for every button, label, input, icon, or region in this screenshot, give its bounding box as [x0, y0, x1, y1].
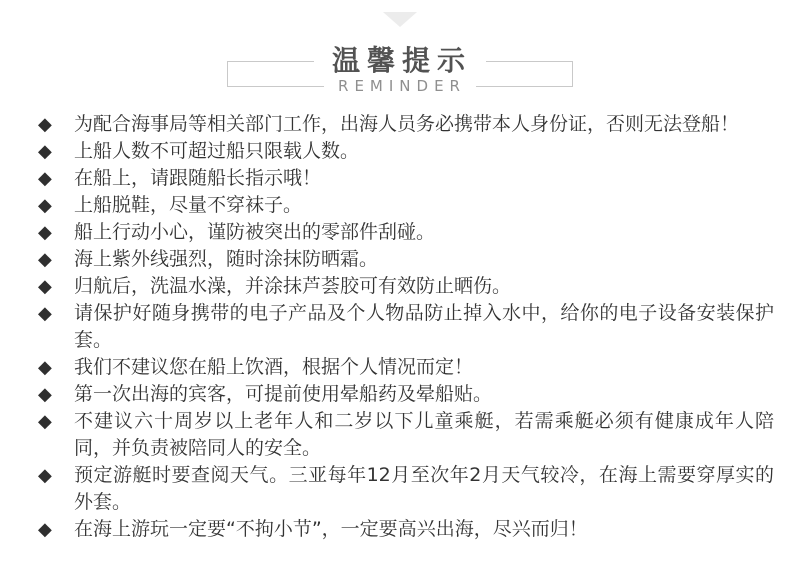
reminder-text: 第一次出海的宾客，可提前使用晕船药及晕船贴。	[74, 383, 493, 405]
diamond-bullet-icon: ◆	[38, 222, 52, 243]
reminder-text: 在海上游玩一定要“不拘小节”，一定要高兴出海，尽兴而归！	[74, 518, 588, 540]
reminder-text: 船上行动小心，谨防被突出的零部件刮碰。	[74, 221, 436, 243]
reminder-text: 上船人数不可超过船只限载人数。	[74, 140, 360, 162]
page-subtitle: REMINDER	[324, 77, 476, 96]
reminder-item	[38, 246, 774, 273]
reminder-list	[38, 111, 774, 543]
reminder-item	[38, 381, 774, 408]
diamond-bullet-icon: ◆	[38, 141, 52, 162]
reminder-text: 我们不建议您在船上饮酒，根据个人情况而定！	[74, 356, 474, 378]
reminder-item	[38, 138, 774, 165]
diamond-bullet-icon: ◆	[38, 249, 52, 270]
diamond-bullet-icon: ◆	[38, 195, 52, 216]
reminder-item	[38, 354, 774, 381]
reminder-item	[38, 192, 774, 219]
reminder-item	[38, 165, 774, 192]
diamond-bullet-icon: ◆	[38, 519, 52, 540]
reminder-text: 请保护好随身携带的电子产品及个人物品防止掉入水中，给你的电子设备安装保护套。	[74, 302, 774, 351]
reminder-item	[38, 300, 774, 354]
reminder-text: 海上紫外线强烈，随时涂抹防晒霜。	[74, 248, 379, 270]
diamond-bullet-icon: ◆	[38, 384, 52, 405]
reminder-text: 不建议六十周岁以上老年人和二岁以下儿童乘艇，若需乘艇必须有健康成年人陪同，并负责被陪同人的安全。	[74, 410, 774, 459]
reminder-text: 上船脱鞋，尽量不穿袜子。	[74, 194, 303, 216]
reminder-item	[38, 462, 774, 516]
reminder-text: 为配合海事局等相关部门工作，出海人员务必携带本人身份证，否则无法登船！	[74, 113, 740, 135]
reminder-item	[38, 219, 774, 246]
diamond-bullet-icon: ◆	[38, 357, 52, 378]
reminder-text: 归航后，洗温水澡，并涂抹芦荟胶可有效防止晒伤。	[74, 275, 512, 297]
diamond-bullet-icon: ◆	[38, 276, 52, 297]
header-box	[227, 44, 573, 95]
diamond-bullet-icon: ◆	[38, 465, 52, 486]
reminder-item	[38, 111, 774, 138]
ribbon-triangle-icon	[383, 12, 417, 27]
reminder-item	[38, 408, 774, 462]
reminder-text: 在船上，请跟随船长指示哦！	[74, 167, 322, 189]
reminder-item	[38, 516, 774, 543]
diamond-bullet-icon: ◆	[38, 168, 52, 189]
reminder-text: 预定游艇时要查阅天气。三亚每年12月至次年2月天气较冷，在海上需要穿厚实的外套。	[74, 464, 774, 513]
diamond-bullet-icon: ◆	[38, 114, 52, 135]
page-title: 温馨提示	[314, 44, 486, 78]
reminder-item	[38, 273, 774, 300]
diamond-bullet-icon: ◆	[38, 411, 52, 432]
diamond-bullet-icon: ◆	[38, 303, 52, 324]
